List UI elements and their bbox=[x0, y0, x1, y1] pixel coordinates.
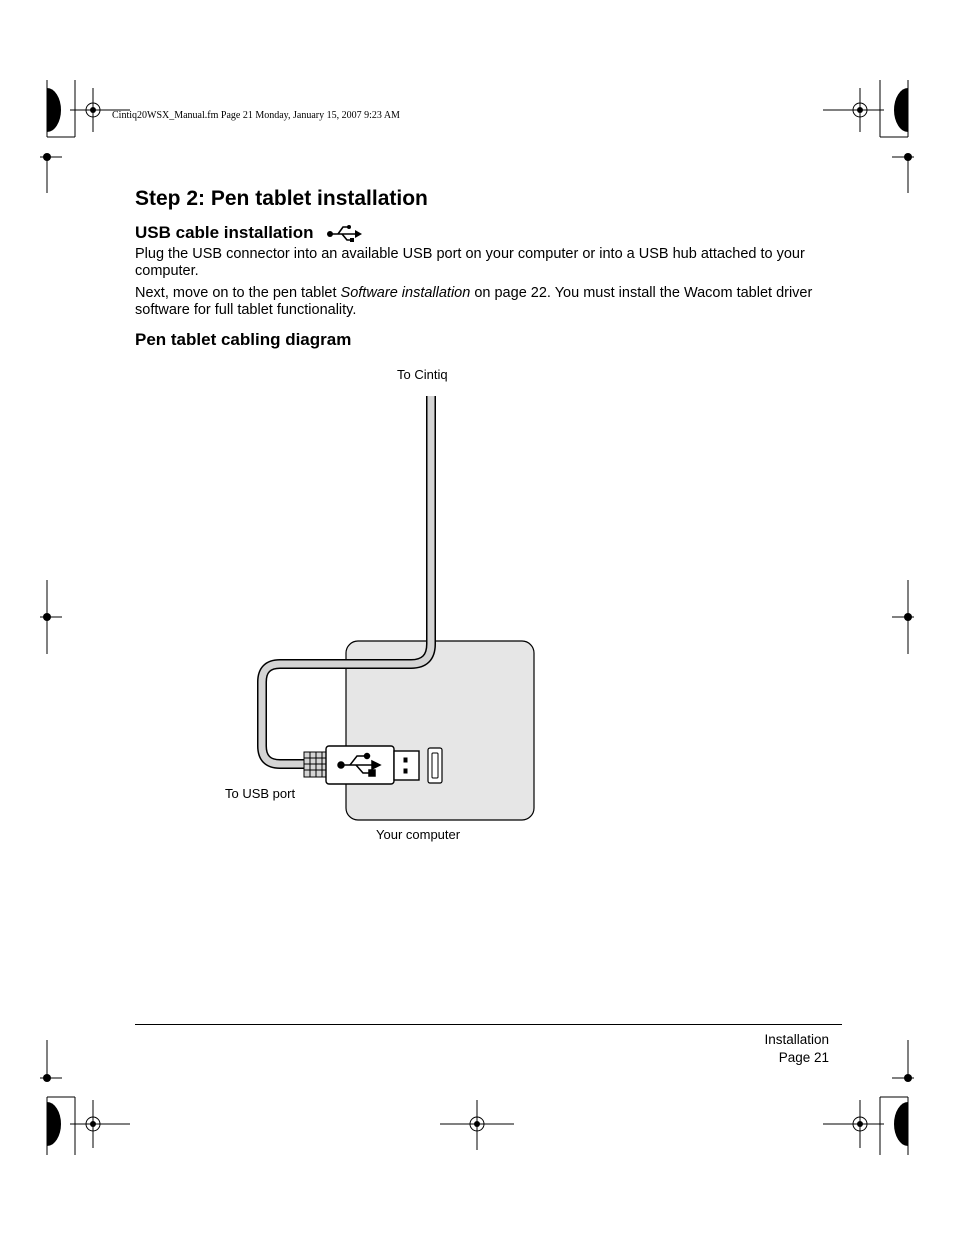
software-installation-link[interactable]: Software installation bbox=[340, 285, 471, 301]
footer-divider bbox=[135, 1024, 842, 1025]
next-step-text-after: on page 22. You must install the Wacom tablet driver software for full tablet functionality. bbox=[135, 285, 813, 318]
footer-section-name: Installation bbox=[764, 1032, 829, 1047]
computer-usb-port bbox=[428, 748, 442, 783]
usb-section-heading: USB cable installation bbox=[135, 223, 314, 242]
label-your-computer: Your computer bbox=[376, 827, 461, 842]
label-to-usb-port: To USB port bbox=[225, 786, 296, 801]
footer-page-number: Page 21 bbox=[778, 1050, 829, 1065]
label-to-cintiq: To Cintiq bbox=[397, 367, 448, 382]
next-step-text-before: Next, move on to the pen tablet bbox=[135, 285, 341, 301]
file-header: Cintiq20WSX_Manual.fm Page 21 Monday, January 15, 2007 9:23 AM bbox=[112, 110, 400, 121]
usb-install-paragraph: Plug the USB connector into an available USB port on your computer or into a USB hub attached to your computer. bbox=[135, 246, 805, 279]
cabling-diagram-heading: Pen tablet cabling diagram bbox=[135, 330, 352, 349]
page-title: Step 2: Pen tablet installation bbox=[135, 187, 428, 210]
